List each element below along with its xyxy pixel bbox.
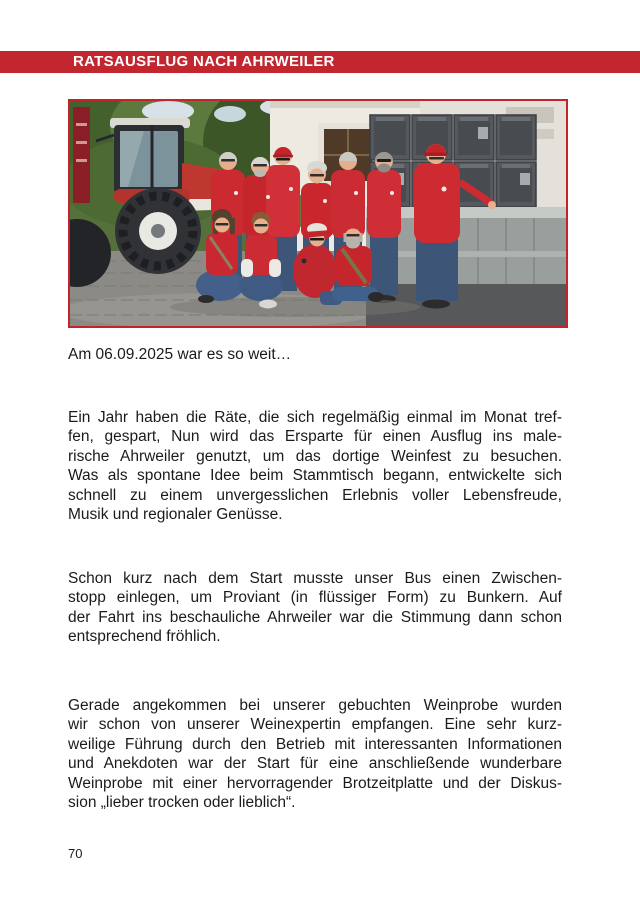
text-line: und Anekdoten war der Start für eine anschließende wunderbare [68,755,562,773]
intro-line: Am 06.09.2025 war es so weit… [68,346,292,363]
text-line: Weinprobe mit einer hervorragender Brotzeitplatte und der Diskus- [68,774,562,792]
text-line: fen, gespart, Nun wird das Ersparte für einen Ausflug ins male- [68,428,562,446]
text-line: sion „lieber trocken oder lieblich“. [68,794,296,812]
paragraph-3 [68,696,562,812]
text-line: Was als spontane Idee beim Stammtisch begann, entwickelte sich [68,467,562,485]
group-photo-illustration [70,101,566,326]
text-line: Gerade angekommen bei unserer gebuchten Weinprobe wurden [68,697,562,714]
article-photo [68,99,568,328]
text-line: Musik und regionaler Genüsse. [68,506,283,524]
paragraph-1 [68,408,562,524]
text-line: schnell zu einem unvergesslichen Erlebnis voller Lebensfreude, [68,486,562,504]
text-line: weilige Führung durch den Betrieb mit interessanten Informationen [68,735,562,753]
text-line: entsprechend fröhlich. [68,628,221,646]
text-line: wir schon von unserer Weinexpertin empfangen. Eine sehr kurz- [68,716,562,734]
page-title: RATSAUSFLUG NACH AHRWEILER [73,53,335,70]
page-number: 70 [68,846,83,861]
text-line: rische Ahrweiler genutzt, um das dortige Weinfest zu besuchen. [68,447,562,465]
text-line: stopp einlegen, um Proviant (in flüssiger Form) zu Bunkern. Auf [68,589,562,607]
text-line: der Fahrt ins beschauliche Ahrweiler war die Stimmung dann schon [68,608,562,626]
header-bar [0,51,640,73]
paragraph-2 [68,569,562,647]
text-line: Schon kurz nach dem Start musste unser Bus einen Zwischen- [68,570,562,587]
text-line: Ein Jahr haben die Räte, die sich regelmäßig einmal im Monat tref- [68,409,562,426]
